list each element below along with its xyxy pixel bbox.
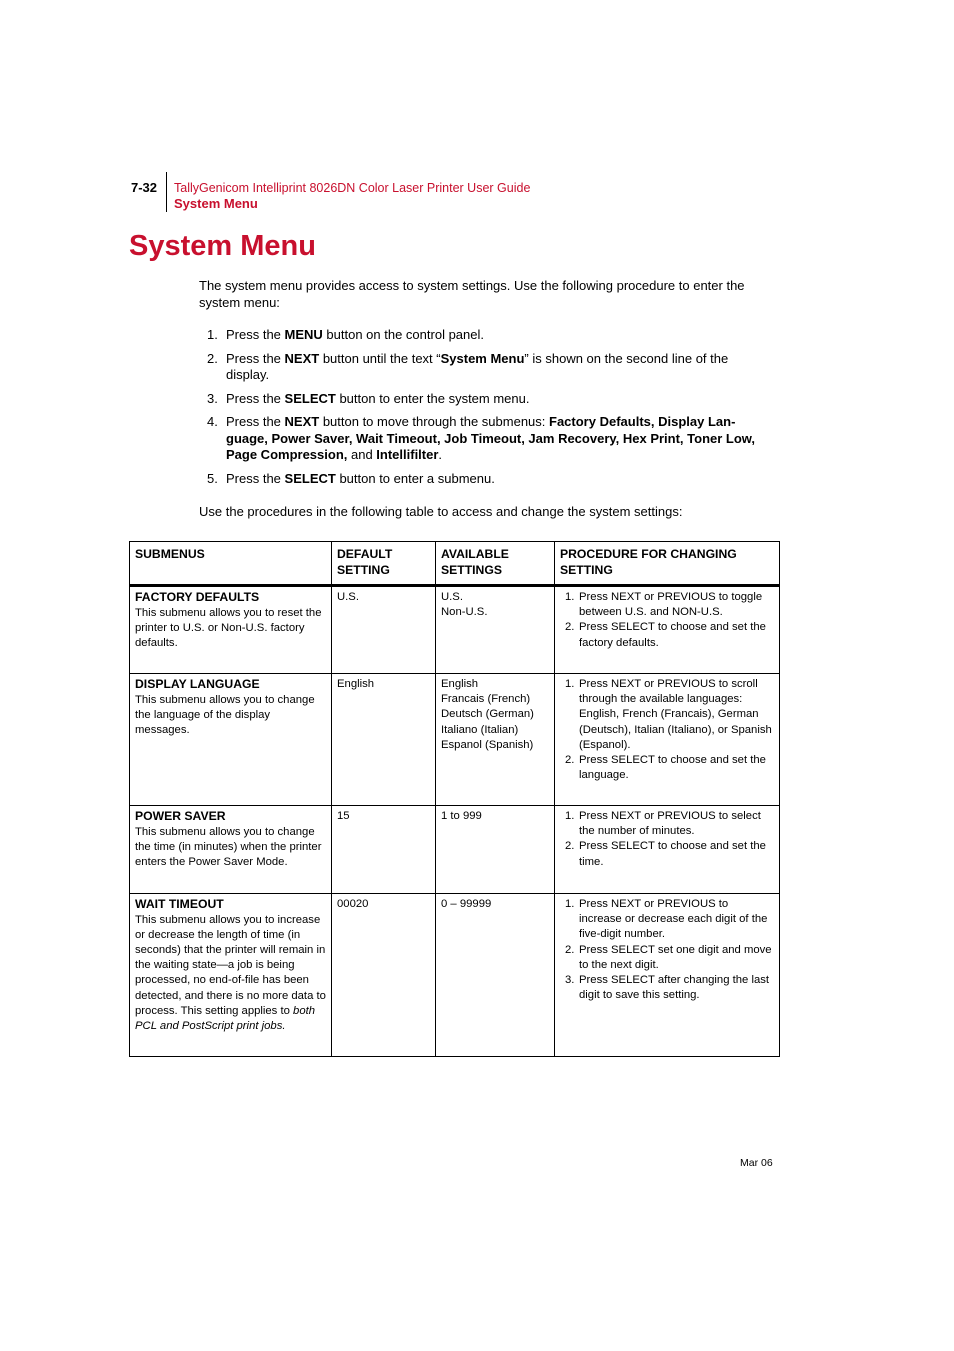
page-title: System Menu bbox=[129, 230, 316, 262]
submenu-description bbox=[135, 606, 326, 652]
procedure-step bbox=[560, 753, 774, 783]
procedure-step bbox=[560, 677, 774, 753]
column-header: PROCEDURE FOR CHANGING SETTING bbox=[555, 542, 780, 586]
description-text: This submenu allows you to change the language of the display messages. bbox=[135, 693, 315, 736]
step-text: button to move through the submenus: bbox=[319, 414, 550, 429]
step-item bbox=[199, 471, 774, 488]
procedure-step-number: 3. bbox=[565, 974, 575, 987]
step-number: 1. bbox=[207, 327, 218, 342]
table-row bbox=[130, 894, 780, 1057]
step-text: button to enter the system menu. bbox=[335, 390, 530, 406]
step-keyword: NEXT bbox=[284, 350, 320, 366]
table-intro: Use the procedures in the following table to access and change the system settings: bbox=[199, 504, 683, 519]
step-keyword: NEXT bbox=[284, 414, 320, 429]
available-settings-cell bbox=[436, 806, 555, 894]
step-text: Press the bbox=[226, 414, 285, 429]
procedure-step-text: Press SELECT to choose and set the language. bbox=[579, 754, 766, 782]
default-setting-cell: English bbox=[332, 674, 436, 806]
procedure-step bbox=[560, 973, 774, 1003]
available-option: Italiano (Italian) bbox=[441, 723, 519, 736]
procedure-step-text: Press SELECT set one digit and move to the next digit. bbox=[579, 943, 772, 971]
procedure-list bbox=[560, 677, 774, 783]
step-item bbox=[199, 351, 774, 384]
procedure-step-text: Press SELECT to choose and set the factory defaults. bbox=[579, 621, 766, 649]
step-text: Press the bbox=[226, 327, 285, 342]
submenu-title: POWER SAVER bbox=[135, 809, 226, 823]
procedure-step bbox=[560, 897, 774, 943]
submenu-cell bbox=[130, 674, 332, 806]
submenu-title: DISPLAY LANGUAGE bbox=[135, 677, 260, 691]
available-option: 1 to 999 bbox=[441, 810, 482, 822]
submenu-description bbox=[135, 693, 326, 739]
intro-paragraph: The system menu provides access to system settings. Use the following procedure to enter the system menu: bbox=[199, 278, 745, 310]
default-setting-cell: 00020 bbox=[332, 894, 436, 1057]
available-settings-cell bbox=[436, 586, 555, 674]
procedure-list bbox=[560, 809, 774, 870]
available-settings-cell bbox=[436, 674, 555, 806]
step-text: ” is shown on the second line of the display. bbox=[226, 350, 729, 382]
step-text: button until the text “ bbox=[319, 350, 441, 366]
step-keyword: Factory Defaults, Display Lan-guage, Power Saver, Wait Timeout, Job Timeout, Jam Recovery, Hex Print, Toner Low, Page Compression, bbox=[226, 414, 756, 462]
procedure-list bbox=[560, 590, 774, 651]
column-header: AVAILABLE SETTINGS bbox=[436, 542, 555, 586]
step-item bbox=[199, 391, 774, 408]
procedure-cell bbox=[555, 806, 780, 894]
procedure-step bbox=[560, 943, 774, 973]
available-option: Deutsch (German) bbox=[441, 708, 534, 721]
step-text: button on the control panel. bbox=[322, 327, 484, 342]
default-setting-cell: 15 bbox=[332, 806, 436, 894]
header-section-title: System Menu bbox=[174, 196, 258, 211]
description-emphasis: both PCL and PostScript print jobs. bbox=[135, 1004, 316, 1032]
procedure-step bbox=[560, 590, 774, 620]
step-item bbox=[199, 414, 774, 464]
available-option: U.S. bbox=[441, 591, 463, 603]
procedure-cell bbox=[555, 586, 780, 674]
available-option: Non-U.S. bbox=[441, 606, 488, 619]
procedure-step-text: Press SELECT to choose and set the time. bbox=[579, 840, 766, 868]
available-option: 0 – 99999 bbox=[441, 898, 492, 910]
submenu-cell bbox=[130, 894, 332, 1057]
step-text: Press the bbox=[226, 470, 285, 486]
submenu-description bbox=[135, 913, 326, 1035]
procedure-cell bbox=[555, 894, 780, 1057]
step-keyword: System Menu bbox=[440, 350, 525, 366]
footer-date: Mar 06 bbox=[740, 1157, 773, 1169]
procedure-step-number: 1. bbox=[565, 678, 575, 690]
system-settings-table bbox=[129, 541, 780, 1057]
procedure-step-text: Press NEXT or PREVIOUS to scroll through the available languages: English, French (Francais), German (Deutsch), Italian (Italiano), or Spanish (Espanol). bbox=[579, 678, 772, 751]
procedure-cell bbox=[555, 674, 780, 806]
page-number: 7-32 bbox=[131, 180, 158, 195]
procedure-list bbox=[560, 897, 774, 1003]
header-divider bbox=[166, 172, 167, 212]
step-number: 2. bbox=[207, 350, 218, 366]
step-number: 3. bbox=[207, 390, 218, 406]
description-text: This submenu allows you to reset the printer to U.S. or Non-U.S. factory defaults. bbox=[135, 606, 322, 649]
step-number: 5. bbox=[207, 470, 218, 486]
description-text: This submenu allows you to increase or decrease the length of time (in seconds) that the printer will remain in the waiting state—a job is being processed, no end-of-file has been detected, and there is no more data to process. This setting applies to bbox=[135, 913, 326, 1017]
step-keyword: Intellifilter bbox=[376, 447, 439, 462]
procedure-step-text: Press SELECT after changing the last digit to save this setting. bbox=[579, 974, 770, 1002]
procedure-step-number: 2. bbox=[565, 840, 575, 853]
submenu-description bbox=[135, 825, 326, 871]
procedure-steps bbox=[199, 327, 774, 494]
step-text: Press the bbox=[226, 350, 285, 366]
procedure-step-text: Press NEXT or PREVIOUS to select the number of minutes. bbox=[579, 810, 761, 838]
step-text: Press the bbox=[226, 390, 285, 406]
default-setting-cell: U.S. bbox=[332, 586, 436, 674]
procedure-step-number: 1. bbox=[565, 810, 575, 822]
procedure-step-number: 1. bbox=[565, 898, 575, 910]
column-header: SUBMENUS bbox=[130, 542, 332, 586]
step-number: 4. bbox=[207, 414, 218, 429]
step-keyword: SELECT bbox=[284, 470, 336, 486]
step-text: . bbox=[438, 447, 443, 462]
step-keyword: SELECT bbox=[284, 390, 336, 406]
available-option: English bbox=[441, 678, 479, 690]
submenu-cell bbox=[130, 586, 332, 674]
procedure-step-number: 2. bbox=[565, 621, 575, 634]
available-option: Francais (French) bbox=[441, 693, 531, 706]
table-row bbox=[130, 806, 780, 894]
table-row bbox=[130, 586, 780, 674]
table-row bbox=[130, 674, 780, 806]
procedure-step-text: Press NEXT or PREVIOUS to toggle between U.S. and NON-U.S. bbox=[579, 591, 763, 619]
step-text: and bbox=[347, 447, 377, 462]
description-text: This submenu allows you to change the time (in minutes) when the printer enters the Power Saver Mode. bbox=[135, 825, 322, 868]
step-item bbox=[199, 327, 774, 344]
submenu-title: WAIT TIMEOUT bbox=[135, 897, 224, 911]
procedure-step-number: 1. bbox=[565, 591, 575, 603]
procedure-step-text: Press NEXT or PREVIOUS to increase or decrease each digit of the five-digit number. bbox=[579, 898, 768, 941]
submenu-cell bbox=[130, 806, 332, 894]
procedure-step-number: 2. bbox=[565, 943, 575, 956]
guide-title: TallyGenicom Intelliprint 8026DN Color Laser Printer User Guide bbox=[174, 181, 531, 195]
submenu-title: FACTORY DEFAULTS bbox=[135, 590, 260, 604]
procedure-step-number: 2. bbox=[565, 754, 575, 767]
available-settings-cell bbox=[436, 894, 555, 1057]
procedure-step bbox=[560, 620, 774, 650]
table-header-row bbox=[130, 542, 780, 586]
procedure-step bbox=[560, 809, 774, 839]
step-text: button to enter a submenu. bbox=[335, 470, 495, 486]
available-option: Espanol (Spanish) bbox=[441, 738, 534, 751]
column-header: DEFAULT SETTING bbox=[332, 542, 436, 586]
procedure-step bbox=[560, 839, 774, 869]
step-keyword: MENU bbox=[284, 327, 323, 342]
